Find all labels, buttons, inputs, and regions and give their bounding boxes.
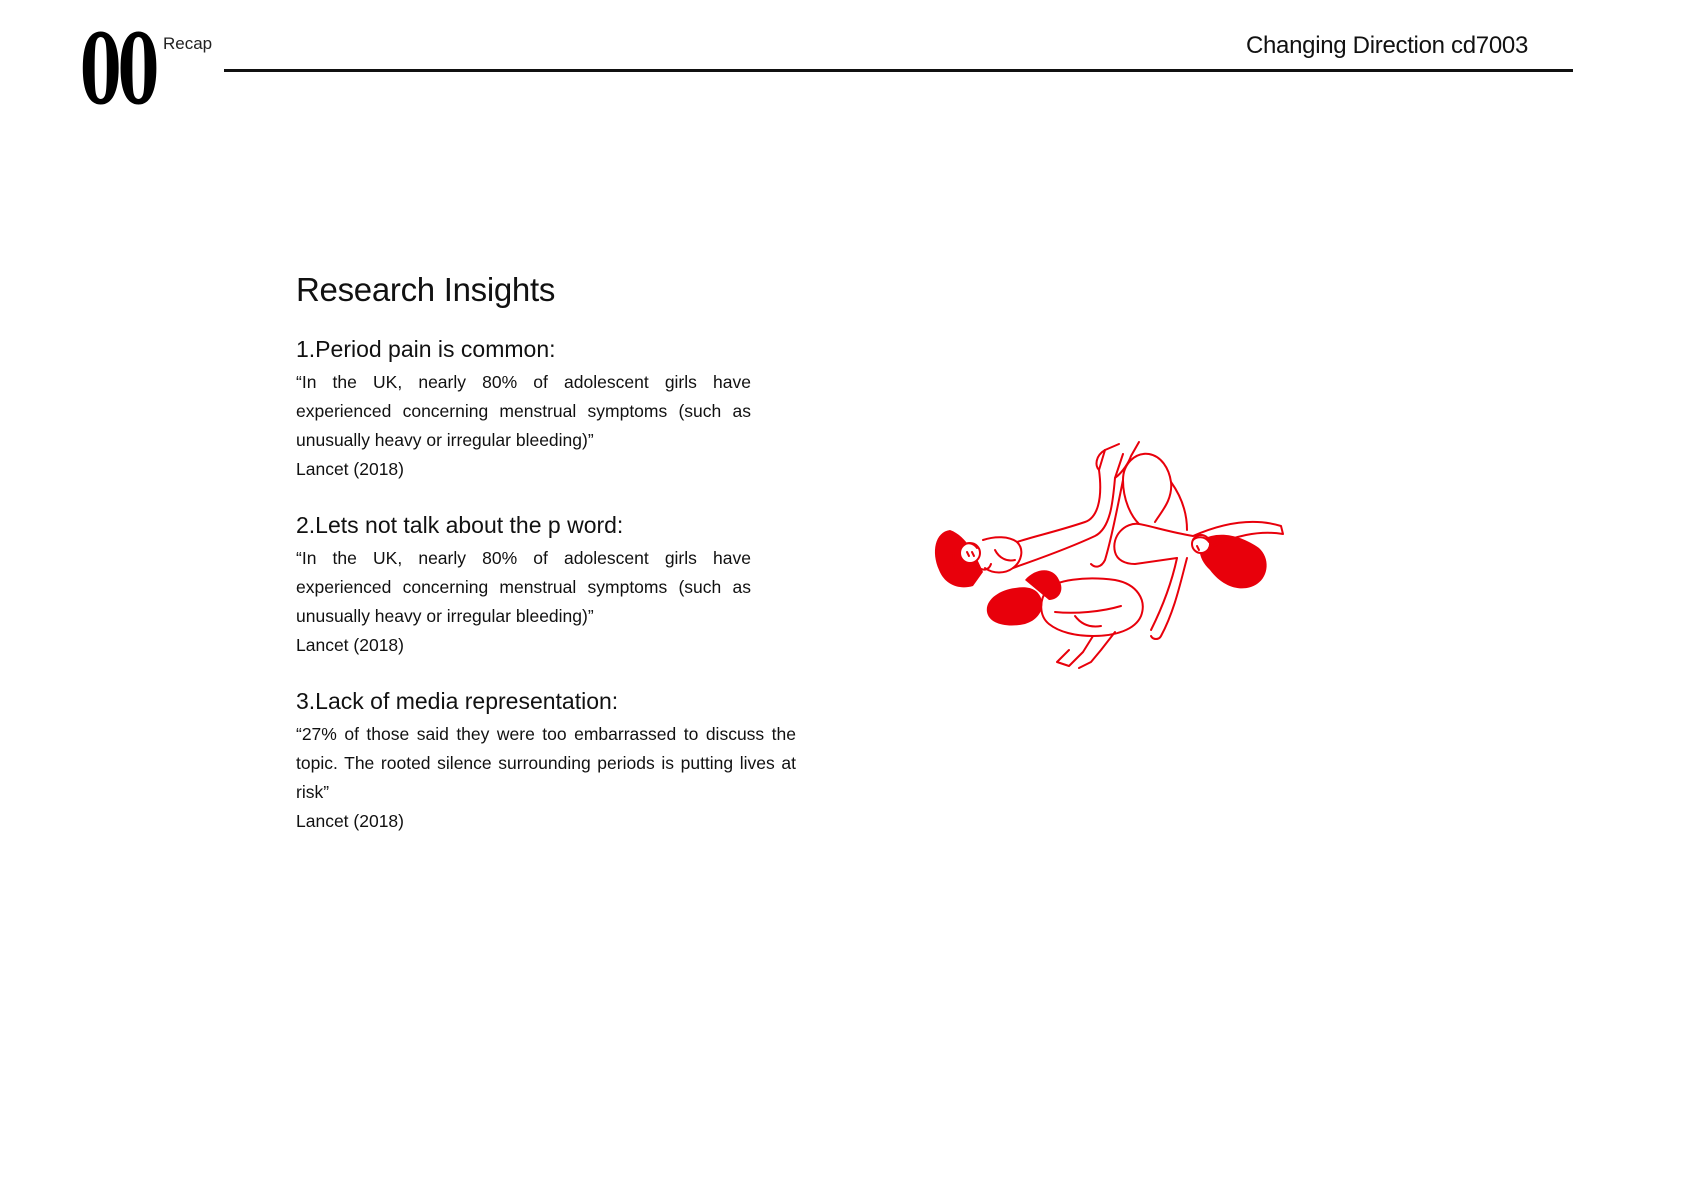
insight-heading: 3.Lack of media representation: bbox=[296, 688, 619, 714]
insight-item bbox=[296, 686, 816, 836]
insight-quote: “In the UK, nearly 80% of adolescent girls have experienced concerning menstrual symptoms (such as unusually heavy or irregular bleeding)” bbox=[296, 372, 751, 450]
insight-item bbox=[296, 510, 816, 660]
page-title: Research Insights bbox=[296, 271, 556, 308]
women-lying-down-illustration-icon bbox=[925, 440, 1365, 700]
insight-source: Lancet (2018) bbox=[296, 459, 404, 479]
section-number: 00 bbox=[80, 13, 156, 126]
insight-heading: 2.Lets not talk about the p word: bbox=[296, 512, 624, 538]
insight-source: Lancet (2018) bbox=[296, 811, 404, 831]
insight-quote: “In the UK, nearly 80% of adolescent girls have experienced concerning menstrual symptoms (such as unusually heavy or irregular bleeding)” bbox=[296, 548, 751, 626]
research-insights-section bbox=[296, 270, 816, 862]
insight-source: Lancet (2018) bbox=[296, 635, 404, 655]
section-label: Recap bbox=[163, 34, 213, 53]
insight-quote: “27% of those said they were too embarrassed to discuss the topic. The rooted silence surrounding periods is putting lives at risk” bbox=[296, 724, 796, 802]
insight-item bbox=[296, 334, 816, 484]
document-title: Changing Direction cd7003 bbox=[1245, 32, 1528, 59]
header-divider bbox=[224, 69, 1573, 72]
insight-heading: 1.Period pain is common: bbox=[296, 336, 556, 362]
